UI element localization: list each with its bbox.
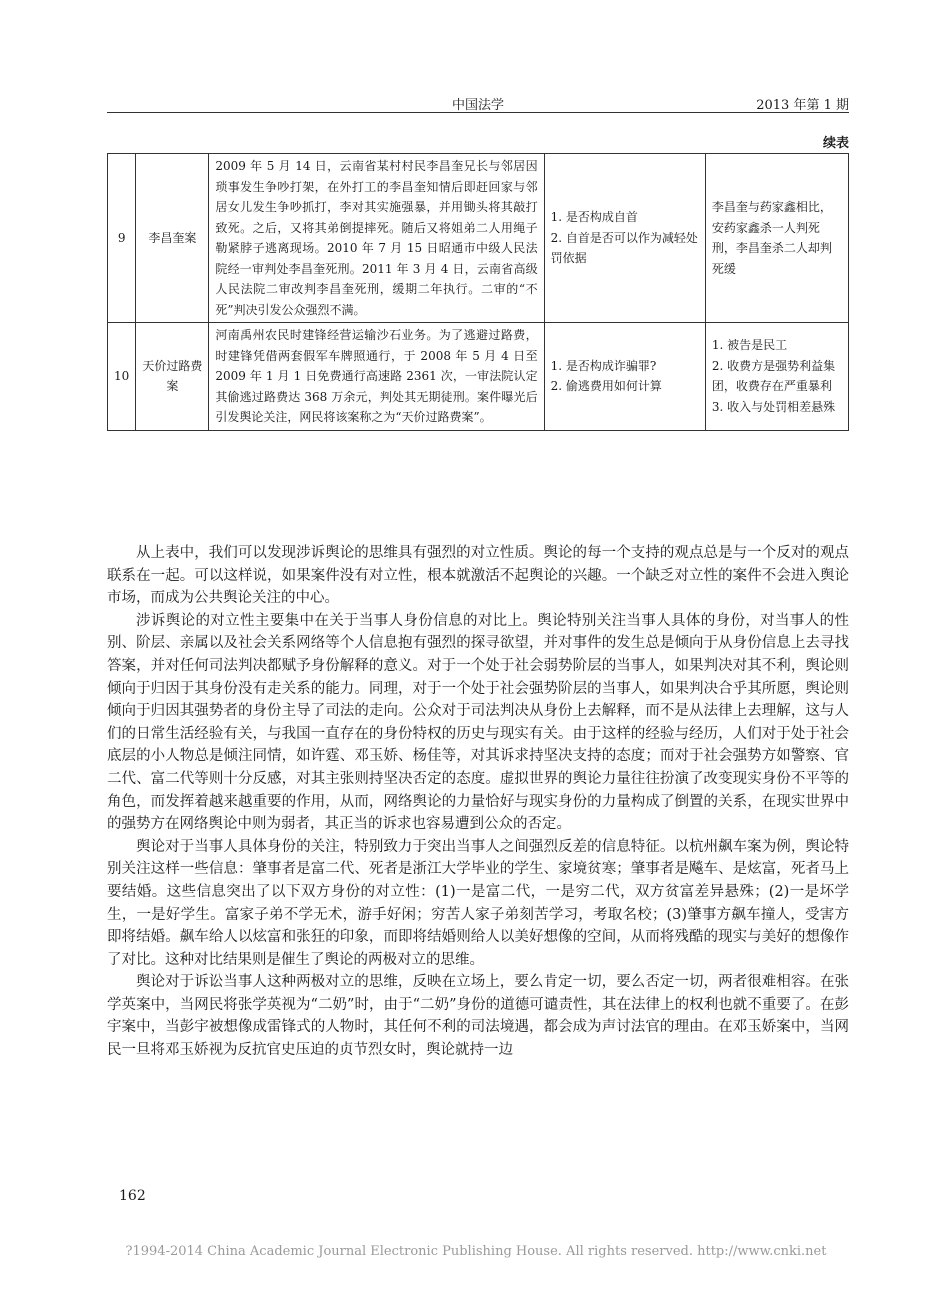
issue-number: 2013 年第 1 期 bbox=[756, 98, 849, 113]
issue-item: 2. 偷逃费用如何计算 bbox=[550, 379, 662, 394]
contrast-item: 2. 收费方是强势利益集团，收费存在严重暴利 bbox=[711, 358, 836, 394]
case-name: 李昌奎案 bbox=[136, 154, 209, 323]
case-name: 天价过路费案 bbox=[136, 323, 209, 431]
case-facts: 河南禹州农民时建锋经营运输沙石业务。为了逃避过路费，时建锋凭借两套假军车牌照通行，于 2008 年 5 月 4 日至 2009 年 1 月 1 日免费通行高速路 2361 次，一审法院认定其偷逃过路费达 368 万余元，判处其无期徒刑。案件曝光后引发舆论关注，网民将该案称之为“天价过路费案”。 bbox=[209, 323, 544, 431]
journal-title: 中国法学 bbox=[451, 98, 504, 113]
contrast-item: 李昌奎与药家鑫相比，安药家鑫杀一人判死刑，李昌奎杀二人却判死缓 bbox=[711, 200, 832, 276]
article-body bbox=[107, 542, 849, 1062]
case-contrasts bbox=[705, 154, 848, 323]
issue-item: 2. 自首是否可以作为减轻处罚依据 bbox=[550, 230, 698, 266]
running-header bbox=[107, 92, 849, 113]
contrast-item: 1. 被告是民工 bbox=[711, 338, 788, 353]
issue-item: 1. 是否构成自首 bbox=[550, 210, 638, 225]
table-row bbox=[108, 323, 849, 431]
case-number: 9 bbox=[108, 154, 136, 323]
case-issues bbox=[544, 323, 705, 431]
paragraph: 从上表中，我们可以发现涉诉舆论的思维具有强烈的对立性质。舆论的每一个支持的观点总是与一个反对的观点联系在一起。可以这样说，如果案件没有对立性，根本就激活不起舆论的兴趣。一个缺乏对立性的案件不会进入舆论市场，而成为公共舆论关注的中心。 bbox=[107, 545, 849, 607]
paragraph: 舆论对于当事人具体身份的关注，特别致力于突出当事人之间强烈反差的信息特征。以杭州飙车案为例，舆论特别关注这样一些信息：肇事者是富二代、死者是浙江大学毕业的学生、家境贫寒；肇事者是飚车、是炫富，死者马上要结婚。这些信息突出了以下双方身份的对立性：(1)一是富二代，一是穷二代，双方贫富差异悬殊；(2)一是坏学生，一是好学生。富家子弟不学无术，游手好闲；穷苦人家子弟刻苦学习，考取名校；(3)肇事方飙车撞人，受害方即将结婚。飙车给人以炫富和张狂的印象，而即将结婚则给人以美好想像的空间，从而将残酷的现实与美好的想像作了对比。这种对比结果则是催生了舆论的两极对立的思维。 bbox=[107, 838, 849, 968]
table-continued-label: 续表 bbox=[822, 136, 849, 151]
paragraph: 涉诉舆论的对立性主要集中在关于当事人身份信息的对比上。舆论特别关注当事人具体的身份，对当事人的性别、阶层、亲属以及社会关系网络等个人信息抱有强烈的探寻欲望，并对事件的发生总是倾向于从身份信息上去寻找答案，并对任何司法判决都赋予身份解释的意义。对于一个处于社会弱势阶层的当事人，如果判决对其不利，舆论则倾向于归因于其身份没有走关系的能力。同理，对于一个处于社会强势阶层的当事人，如果判决合乎其所愿，舆论则倾向于归因其强势者的身份主导了司法的走向。公众对于司法判决从身份上去解释，而不是从法律上去理解，这与人们的日常生活经验有关，与我国一直存在的身份特权的历史与现实有关。由于这样的经验与经历，人们对于处于社会底层的小人物总是倾注同情，如许霆、邓玉娇、杨佳等，对其诉求持坚决支持的态度；而对于社会强势方如警察、官二代、富二代等则十分反感，对其主张则持坚决否定的态度。虚拟世界的舆论力量往往扮演了改变现实身份不平等的角色，而发挥着越来越重要的作用，从而，网络舆论的力量恰好与现实身份的力量构成了倒置的关系，在现实世界中的强势方在网络舆论中则为弱者，其正当的诉求也容易遭到公众的否定。 bbox=[107, 612, 849, 833]
case-number: 10 bbox=[108, 323, 136, 431]
table-row bbox=[108, 154, 849, 323]
case-issues bbox=[544, 154, 705, 323]
paragraph: 舆论对于诉讼当事人这种两极对立的思维，反映在立场上，要么肯定一切，要么否定一切，两者很难相容。在张学英案中，当网民将张学英视为“二奶”时，由于“二奶”身份的道德可谴责性，其在法律上的权利也就不重要了。在彭宇案中，当彭宇被想像成雷锋式的人物时，其任何不利的司法境遇，都会成为声讨法官的理由。在邓玉娇案中，当网民一旦将邓玉娇视为反抗官史压迫的贞节烈女时，舆论就持一边 bbox=[107, 974, 849, 1059]
case-facts: 2009 年 5 月 14 日，云南省某村村民李昌奎兄长与邻居因琐事发生争吵打架，在外打工的李昌奎知情后即赶回家与邻居女儿发生争吵抓打，李对其实施强暴，并用锄头将其敲打致死。之后，又将其弟倒提摔死。随后又将姐弟二人用绳子勒紧脖子逃离现场。2010 年 7 月 15 日昭通市中级人民法院经一审判处李昌奎死刑。2011 年 3 月 4 日，云南省高级人民法院二审改判李昌奎死刑，缓期二年执行。二审的“不死”判决引发公众强烈不满。 bbox=[209, 154, 544, 323]
page-number: 162 bbox=[119, 1188, 146, 1204]
issue-item: 1. 是否构成诈骗罪? bbox=[550, 358, 657, 373]
case-contrasts bbox=[705, 323, 848, 431]
case-table bbox=[107, 153, 849, 431]
contrast-item: 3. 收入与处罚相差悬殊 bbox=[711, 399, 836, 414]
copyright-footer: ?1994-2014 China Academic Journal Electronic Publishing House. All rights reserved. http://www.cnki.net bbox=[125, 1244, 827, 1259]
